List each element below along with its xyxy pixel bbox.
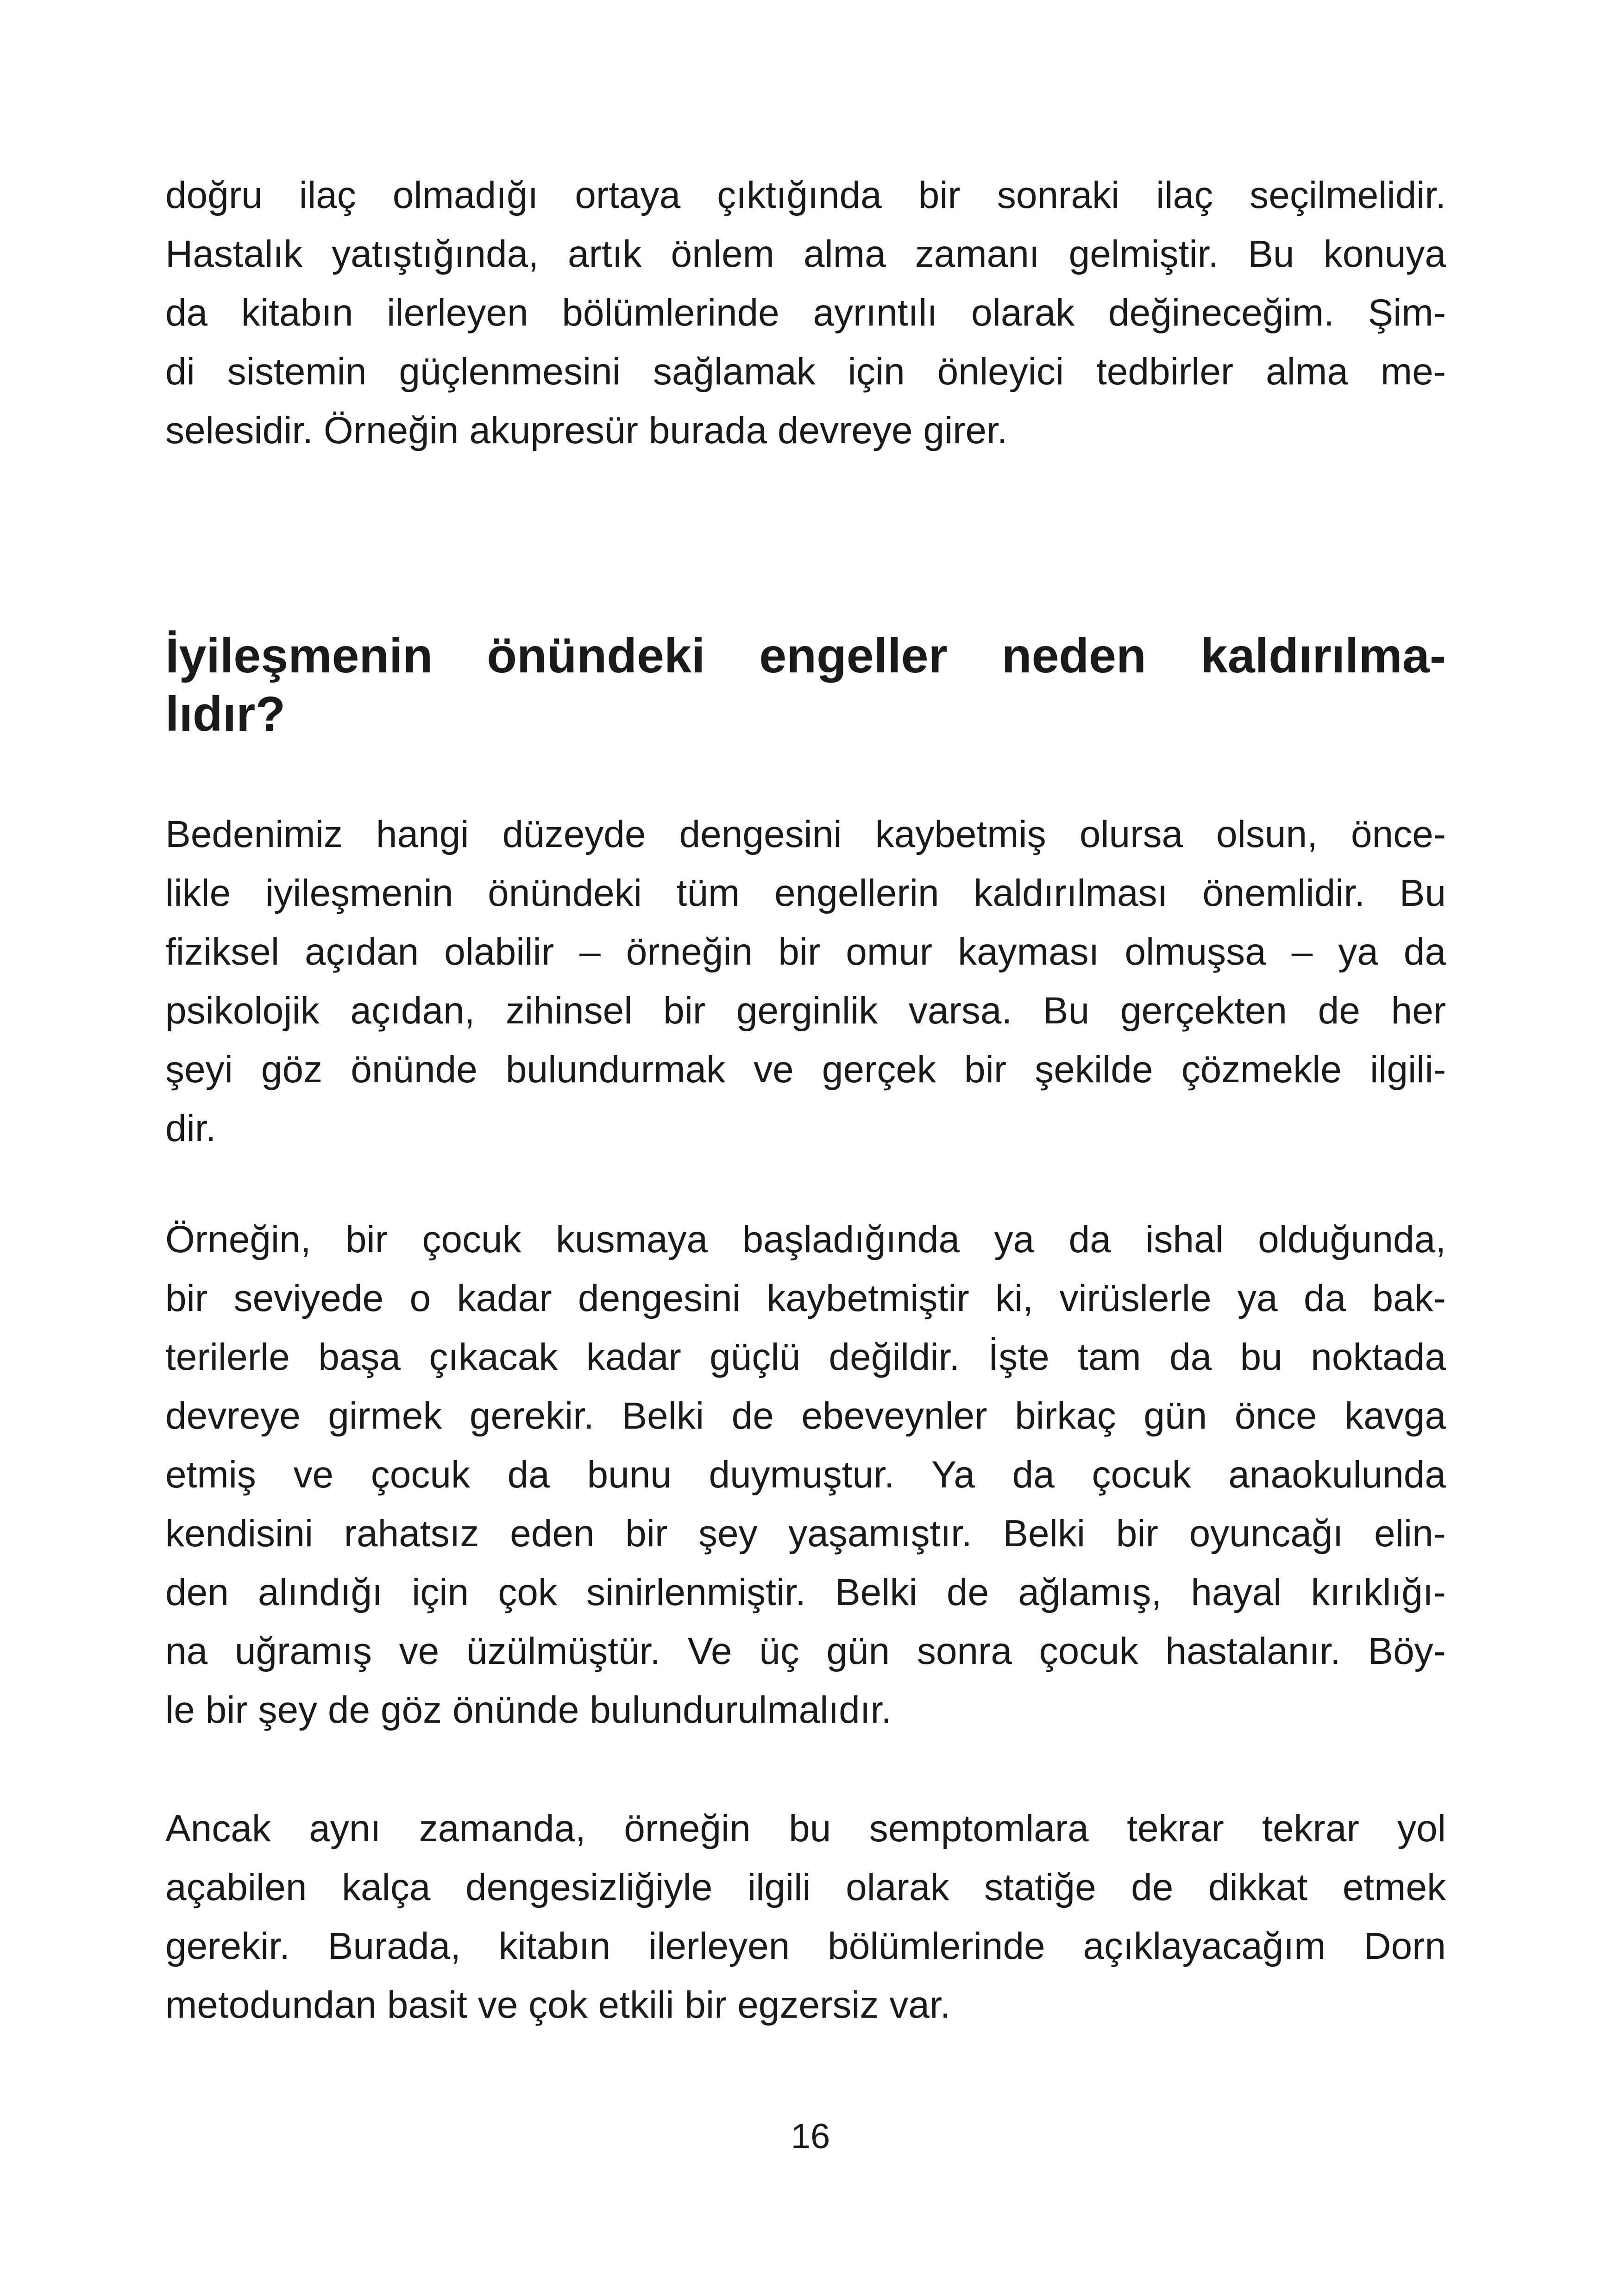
- paragraph-line: den alındığı için çok sinirlenmiştir. Belki de ağlamış, hayal kırıklığı-: [165, 1571, 1446, 1613]
- paragraph-line: fiziksel açıdan olabilir – örneğin bir omur kayması olmuşsa – ya da: [165, 931, 1446, 973]
- paragraph-line: selesidir. Örneğin akupresür burada devreye girer.: [165, 409, 1008, 452]
- paragraph-line: doğru ilaç olmadığı ortaya çıktığında bir sonraki ilaç seçilmelidir.: [165, 174, 1446, 216]
- paragraph-3: [165, 1210, 1446, 1739]
- section-heading: [165, 627, 1446, 743]
- paragraph-line: bir seviyede o kadar dengesini kaybetmiştir ki, virüslerle ya da bak-: [165, 1277, 1446, 1319]
- paragraph-line: açabilen kalça dengesizliğiyle ilgili olarak statiğe de dikkat etmek: [165, 1866, 1446, 1908]
- paragraph-line: psikolojik açıdan, zihinsel bir gerginlik varsa. Bu gerçekten de her: [165, 990, 1446, 1032]
- paragraph-line: kendisini rahatsız eden bir şey yaşamıştır. Belki bir oyuncağı elin-: [165, 1512, 1446, 1555]
- heading-line: İyileşmenin önündeki engeller neden kaldırılma-: [165, 628, 1446, 683]
- paragraph-line: Ancak aynı zamanda, örneğin bu semptomlara tekrar tekrar yol: [165, 1807, 1446, 1850]
- paragraph-line: Bedenimiz hangi düzeyde dengesini kaybetmiş olursa olsun, önce-: [165, 813, 1446, 855]
- paragraph-line: Örneğin, bir çocuk kusmaya başladığında ya da ishal olduğunda,: [165, 1218, 1446, 1261]
- heading-line: lıdır?: [165, 687, 286, 741]
- paragraph-line: na uğramış ve üzülmüştür. Ve üç gün sonra çocuk hastalanır. Böy-: [165, 1630, 1446, 1672]
- paragraph-line: gerekir. Burada, kitabın ilerleyen bölümlerinde açıklayacağım Dorn: [165, 1925, 1446, 1967]
- paragraph-line: likle iyileşmenin önündeki tüm engellerin kaldırılması önemlidir. Bu: [165, 872, 1446, 914]
- paragraph-line: şeyi göz önünde bulundurmak ve gerçek bir şekilde çözmekle ilgili-: [165, 1048, 1446, 1091]
- paragraph-line: le bir şey de göz önünde bulundurulmalıdır.: [165, 1689, 892, 1731]
- paragraph-2: [165, 805, 1446, 1158]
- paragraph-line: Hastalık yatıştığında, artık önlem alma zamanı gelmiştir. Bu konuya: [165, 233, 1446, 275]
- paragraph-line: etmiş ve çocuk da bunu duymuştur. Ya da çocuk anaokulunda: [165, 1454, 1446, 1496]
- paragraph-line: dir.: [165, 1107, 216, 1149]
- paragraph-line: da kitabın ilerleyen bölümlerinde ayrıntılı olarak değineceğim. Şim-: [165, 292, 1446, 334]
- paragraph-4: [165, 1799, 1446, 2034]
- paragraph-line: terilerle başa çıkacak kadar güçlü değildir. İşte tam da bu noktada: [165, 1336, 1446, 1378]
- paragraph-line: metodundan basit ve çok etkili bir egzersiz var.: [165, 1984, 951, 2026]
- page-number: 16: [791, 2117, 830, 2156]
- paragraph-line: di sistemin güçlenmesini sağlamak için önleyici tedbirler alma me-: [165, 351, 1446, 393]
- paragraph-1: [165, 166, 1446, 460]
- paragraph-line: devreye girmek gerekir. Belki de ebeveynler birkaç gün önce kavga: [165, 1395, 1446, 1437]
